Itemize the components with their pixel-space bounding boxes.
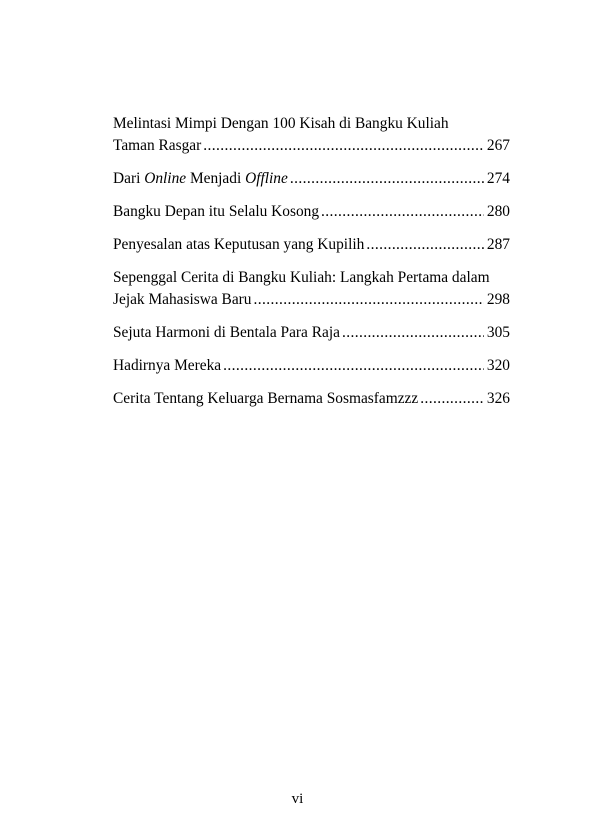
toc-entry: [113, 267, 510, 311]
toc-title-part: Dari: [113, 170, 145, 187]
dot-leader: [290, 168, 484, 190]
toc-title-part: Bangku Depan itu Selalu Kosong: [113, 203, 320, 220]
toc-entry: [113, 234, 510, 256]
dot-leader: [342, 322, 484, 344]
toc-page-number: 298: [486, 291, 510, 308]
toc-line: [113, 201, 510, 223]
toc-title: [113, 355, 221, 377]
toc-line: [113, 355, 510, 377]
toc-title: [113, 201, 319, 223]
toc-line: [113, 322, 510, 344]
toc-title-part: Taman Rasgar: [113, 137, 202, 154]
toc-title: [113, 289, 251, 311]
toc-title-part: Cerita Tentang Keluarga Bernama Sosmasfamzzz: [113, 390, 419, 407]
toc-title-italic-part: Online: [144, 170, 187, 187]
toc-title: [113, 135, 201, 157]
toc-title: [113, 322, 340, 344]
toc-line: [113, 234, 510, 256]
toc-page-number: 320: [486, 357, 510, 374]
toc-title-part: Penyesalan atas Keputusan yang Kupilih: [113, 236, 365, 253]
toc-page-number: 305: [486, 324, 510, 341]
table-of-contents: [113, 113, 510, 421]
toc-title-part: Menjadi: [186, 170, 246, 187]
toc-line: [113, 388, 510, 410]
dot-leader: [420, 388, 484, 410]
toc-page-number: 280: [486, 203, 510, 220]
toc-page-number: 326: [486, 390, 510, 407]
toc-title: [113, 388, 418, 410]
toc-title-part: Jejak Mahasiswa Baru: [113, 291, 252, 308]
toc-title-italic-part: Offline: [245, 170, 288, 187]
toc-line: [113, 289, 510, 311]
toc-line: [113, 135, 510, 157]
toc-title-part: Sejuta Harmoni di Bentala Para Raja: [113, 324, 340, 341]
dot-leader: [366, 234, 484, 256]
toc-entry: [113, 355, 510, 377]
toc-title-line: Sepenggal Cerita di Bangku Kuliah: Langkah Pertama dalam: [113, 269, 490, 286]
dot-leader: [223, 355, 484, 377]
toc-entry: [113, 388, 510, 410]
toc-title: [113, 234, 364, 256]
toc-title-line: Melintasi Mimpi Dengan 100 Kisah di Bangku Kuliah: [113, 115, 449, 132]
dot-leader: [253, 289, 483, 311]
toc-page-number: 287: [486, 236, 510, 253]
dot-leader: [321, 201, 484, 223]
toc-entry: [113, 113, 510, 157]
toc-page-number: 274: [486, 170, 510, 187]
toc-title-part: Hadirnya Mereka: [113, 357, 222, 374]
toc-line: [113, 168, 510, 190]
toc-entry: [113, 322, 510, 344]
toc-entry: [113, 168, 510, 190]
toc-entry: [113, 201, 510, 223]
toc-title: [113, 168, 288, 190]
page-number: vi: [291, 791, 304, 807]
dot-leader: [203, 135, 484, 157]
toc-page-number: 267: [486, 137, 510, 154]
